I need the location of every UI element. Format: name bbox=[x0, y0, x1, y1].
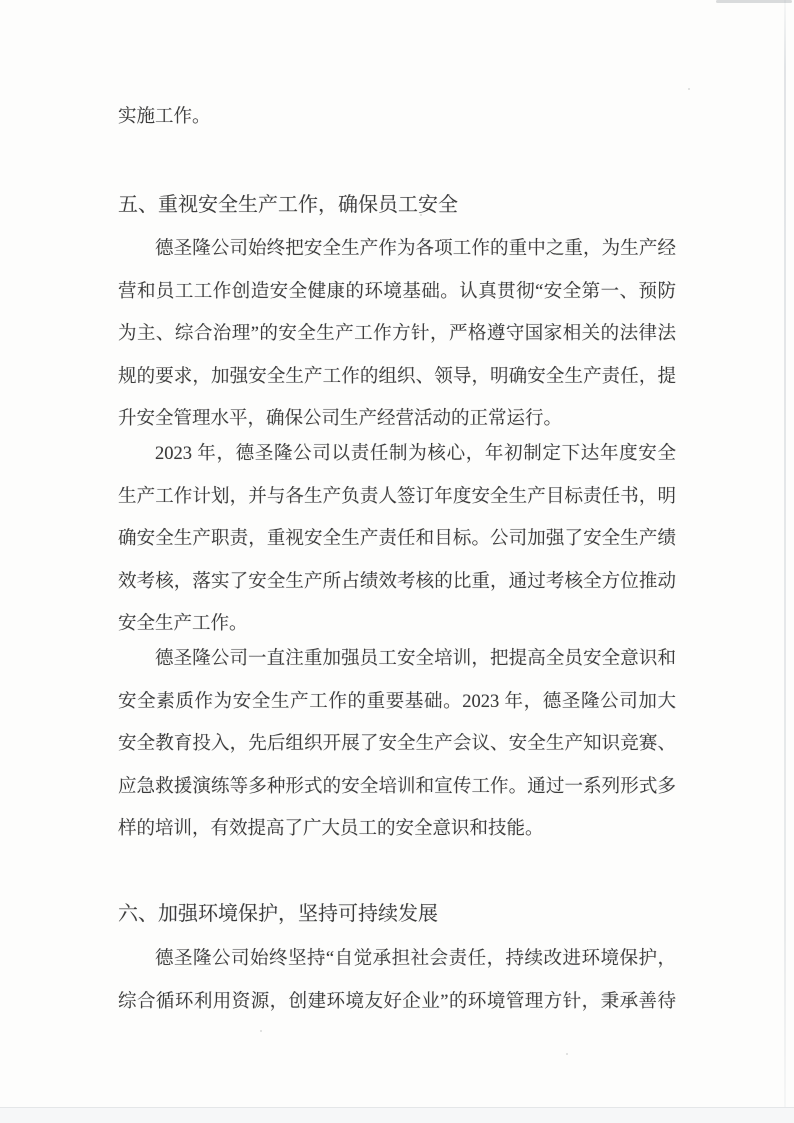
text-line: 实施工作。 bbox=[118, 107, 211, 127]
section-heading-5: 五、重视安全生产工作，确保员工安全 bbox=[118, 194, 458, 216]
text-line: 规的要求，加强安全生产工作的组织、领导，明确安全生产责任，提 bbox=[118, 366, 676, 387]
paragraph-safety-training bbox=[118, 638, 676, 851]
scan-edge-artifact-right bbox=[784, 0, 786, 1123]
text-line: 应急救援演练等多种形式的安全培训和宣传工作。通过一系列形式多 bbox=[118, 776, 676, 797]
scan-speck bbox=[260, 1030, 262, 1032]
text-line: 德圣隆公司一直注重加强员工安全培训，把提高全员安全意识和 bbox=[155, 649, 676, 669]
scan-smudge-artifact-top bbox=[716, 0, 792, 3]
scan-speck bbox=[566, 1053, 568, 1055]
paragraph-safety-policy bbox=[118, 228, 676, 441]
text-line: 效考核，落实了安全生产所占绩效考核的比重，通过考核全方位推动 bbox=[118, 571, 676, 592]
paragraph-environment bbox=[118, 938, 676, 1023]
text-line: 为主、综合治理”的安全生产工作方针，严格遵守国家相关的法律法 bbox=[118, 324, 676, 344]
text-line: 确安全生产职责，重视安全生产责任和目标。公司加强了安全生产绩 bbox=[118, 529, 676, 549]
text-line: 营和员工工作创造安全健康的环境基础。认真贯彻“安全第一、预防 bbox=[118, 281, 676, 302]
paragraph-continuation bbox=[118, 96, 676, 139]
scan-edge-artifact-bottom bbox=[0, 1107, 794, 1123]
text-line: 安全教育投入，先后组织开展了安全生产会议、安全生产知识竞赛、 bbox=[118, 734, 676, 754]
text-line: 生产工作计划，并与各生产负责人签订年度安全生产目标责任书，明 bbox=[118, 486, 676, 507]
text-line: 样的培训，有效提高了广大员工的安全意识和技能。 bbox=[118, 819, 544, 839]
scan-speck bbox=[688, 88, 690, 90]
text-line: 德圣隆公司始终坚持“自觉承担社会责任，持续改进环境保护， bbox=[155, 949, 676, 969]
text-line: 综合循环利用资源，创建环境友好企业”的环境管理方针，秉承善待 bbox=[118, 991, 676, 1012]
section-heading-6: 六、加强环境保护，坚持可持续发展 bbox=[118, 903, 438, 925]
text-line: 安全生产工作。 bbox=[118, 614, 248, 634]
text-line: 安全素质作为安全生产工作的重要基础。2023 年，德圣隆公司加大 bbox=[118, 691, 676, 712]
text-line: 升安全管理水平，确保公司生产经营活动的正常运行。 bbox=[118, 409, 563, 429]
text-line: 德圣隆公司始终把安全生产作为各项工作的重中之重，为生产经 bbox=[155, 239, 676, 259]
text-line: 2023 年，德圣隆公司以责任制为核心，年初制定下达年度安全 bbox=[155, 444, 676, 464]
paragraph-responsibility-system bbox=[118, 433, 676, 646]
scan-speck bbox=[420, 214, 422, 216]
